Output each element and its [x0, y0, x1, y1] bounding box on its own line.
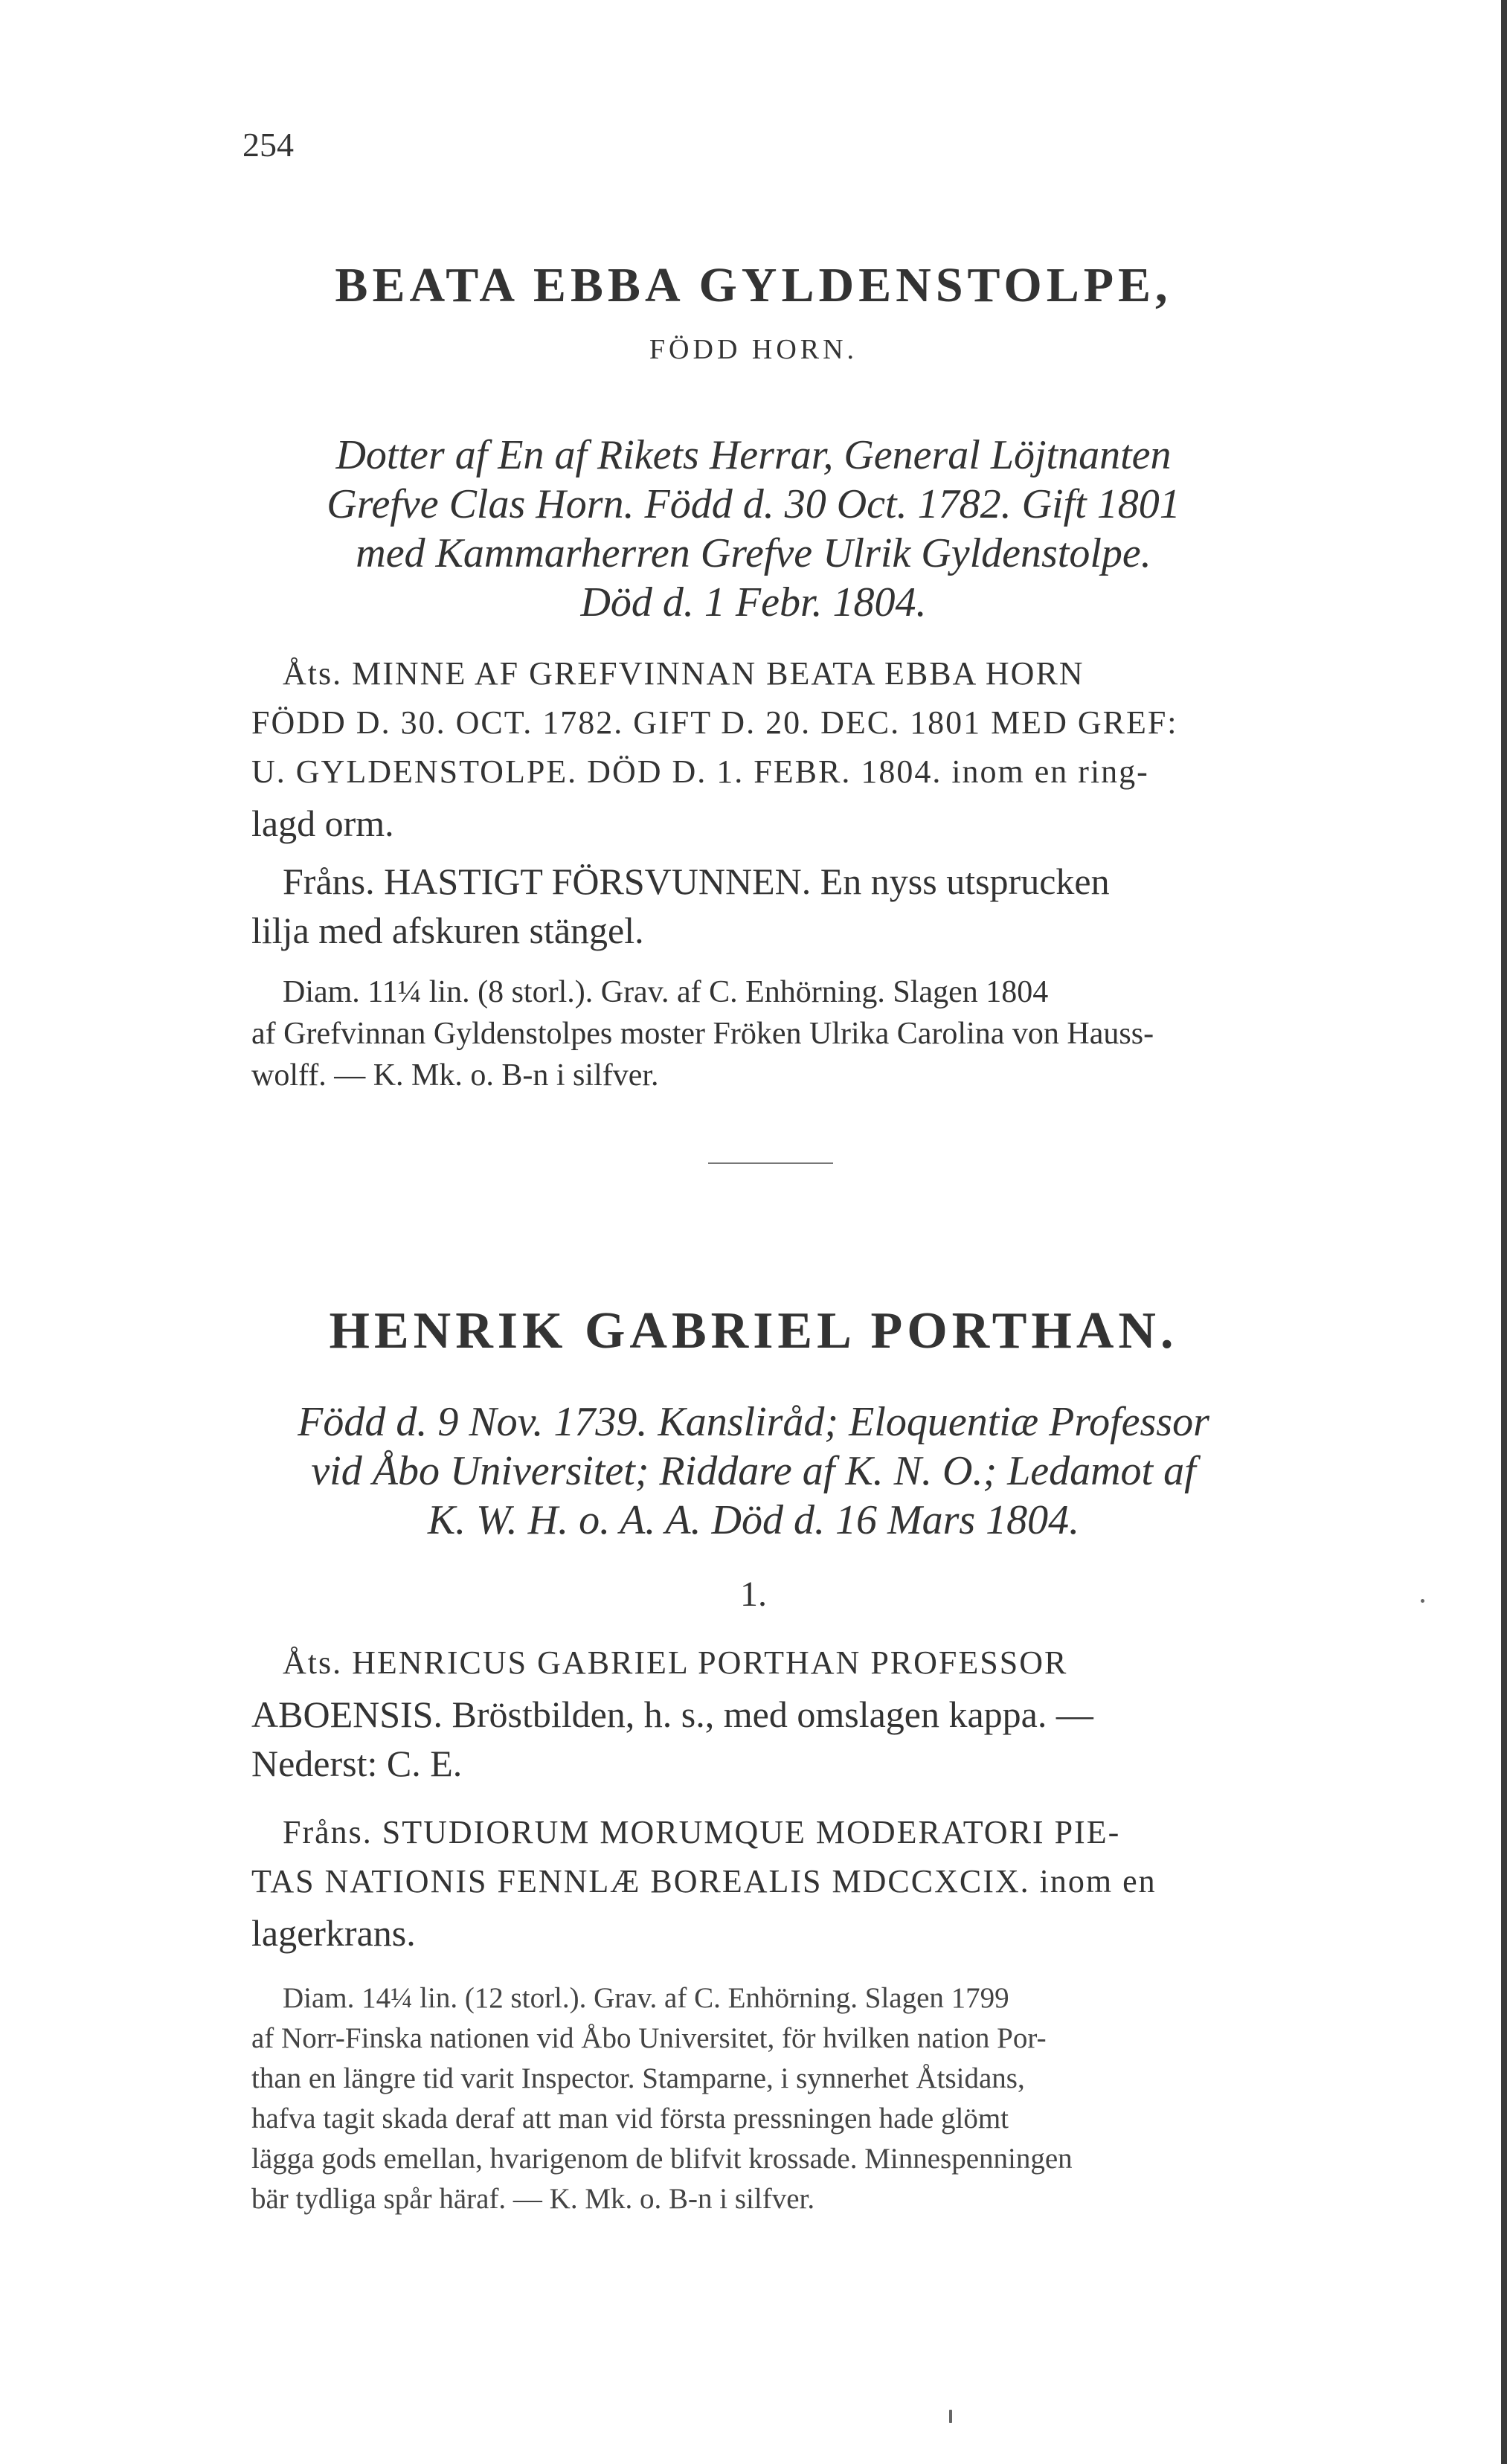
biography-line: med Kammarherren Grefve Ulrik Gyldenstolpe.: [356, 530, 1151, 576]
page-mark: [1421, 1599, 1424, 1603]
medal-notes-line: hafva tagit skada deraf att man vid första pressningen hade glömt: [251, 2103, 1009, 2135]
reverse-inscription-line: lagerkrans.: [251, 1912, 416, 1954]
biography-line: Död d. 1 Febr. 1804.: [580, 579, 927, 625]
print-mark: [949, 2410, 952, 2423]
obverse-inscription-line: FÖDD D. 30. OCT. 1782. GIFT D. 20. DEC. 1801 MED GREF:: [251, 704, 1178, 741]
reverse-inscription-line: TAS NATIONIS FENNLÆ BOREALIS MDCCXCIX. inom en: [251, 1863, 1157, 1900]
reverse-description-line: lilja med afskuren stängel.: [251, 910, 644, 951]
medal-number: 1.: [740, 1574, 767, 1614]
medal-notes-line: Diam. 14¼ lin. (12 storl.). Grav. af C. Enhörning. Slagen 1799: [283, 1982, 1009, 2014]
obverse-inscription-line: U. GYLDENSTOLPE. DÖD D. 1. FEBR. 1804. inom en ring-: [251, 753, 1149, 790]
medal-notes-line: bär tydliga spår häraf. — K. Mk. o. B-n i silfver.: [251, 2183, 815, 2215]
entry-title-porthan: HENRIK GABRIEL PORTHAN.: [329, 1302, 1178, 1360]
medal-notes-line: than en längre tid varit Inspector. Stamparne, i synnerhet Åtsidans,: [251, 2062, 1025, 2094]
page-edge: [1501, 0, 1507, 2464]
medal-notes-line: Diam. 11¼ lin. (8 storl.). Grav. af C. Enhörning. Slagen 1804: [283, 975, 1049, 1009]
medal-notes-line: wolff. — K. Mk. o. B-n i silfver.: [251, 1058, 659, 1093]
medal-notes-line: lägga gods emellan, hvarigenom de blifvit krossade. Minnespenningen: [251, 2143, 1073, 2175]
biography-line: Grefve Clas Horn. Född d. 30 Oct. 1782. Gift 1801: [327, 481, 1180, 527]
entry-title-gyldenstolpe: BEATA EBBA GYLDENSTOLPE,: [335, 258, 1172, 312]
biography-line: Född d. 9 Nov. 1739. Kansliråd; Eloquentiæ Professor: [298, 1399, 1209, 1445]
entry-subtitle-fodd-horn: FÖDD HORN.: [649, 334, 858, 365]
medal-notes-line: af Grefvinnan Gyldenstolpes moster Fröken Ulrika Carolina von Hauss-: [251, 1017, 1154, 1051]
biography-line: K. W. H. o. A. A. Död d. 16 Mars 1804.: [427, 1497, 1080, 1543]
medal-notes-line: af Norr-Finska nationen vid Åbo Universitet, för hvilken nation Por-: [251, 2022, 1047, 2054]
reverse-inscription-line: Fråns. STUDIORUM MORUMQUE MODERATORI PIE-: [283, 1814, 1121, 1850]
obverse-inscription-line: Åts. MINNE AF GREFVINNAN BEATA EBBA HORN: [283, 655, 1085, 692]
obverse-inscription-line: Nederst: C. E.: [251, 1743, 463, 1784]
biography-line: Dotter af En af Rikets Herrar, General Löjtnanten: [335, 432, 1172, 478]
biography-line: vid Åbo Universitet; Riddare af K. N. O.; Ledamot af: [311, 1448, 1196, 1494]
obverse-inscription-line: lagd orm.: [251, 802, 394, 844]
section-divider: [708, 1162, 833, 1164]
obverse-inscription-line: Åts. HENRICUS GABRIEL PORTHAN PROFESSOR: [283, 1644, 1068, 1681]
obverse-inscription-line: ABOENSIS. Bröstbilden, h. s., med omslagen kappa. —: [251, 1693, 1093, 1735]
reverse-description-line: Fråns. HASTIGT FÖRSVUNNEN. En nyss utsprucken: [283, 861, 1110, 902]
page-number: 254: [242, 126, 294, 164]
